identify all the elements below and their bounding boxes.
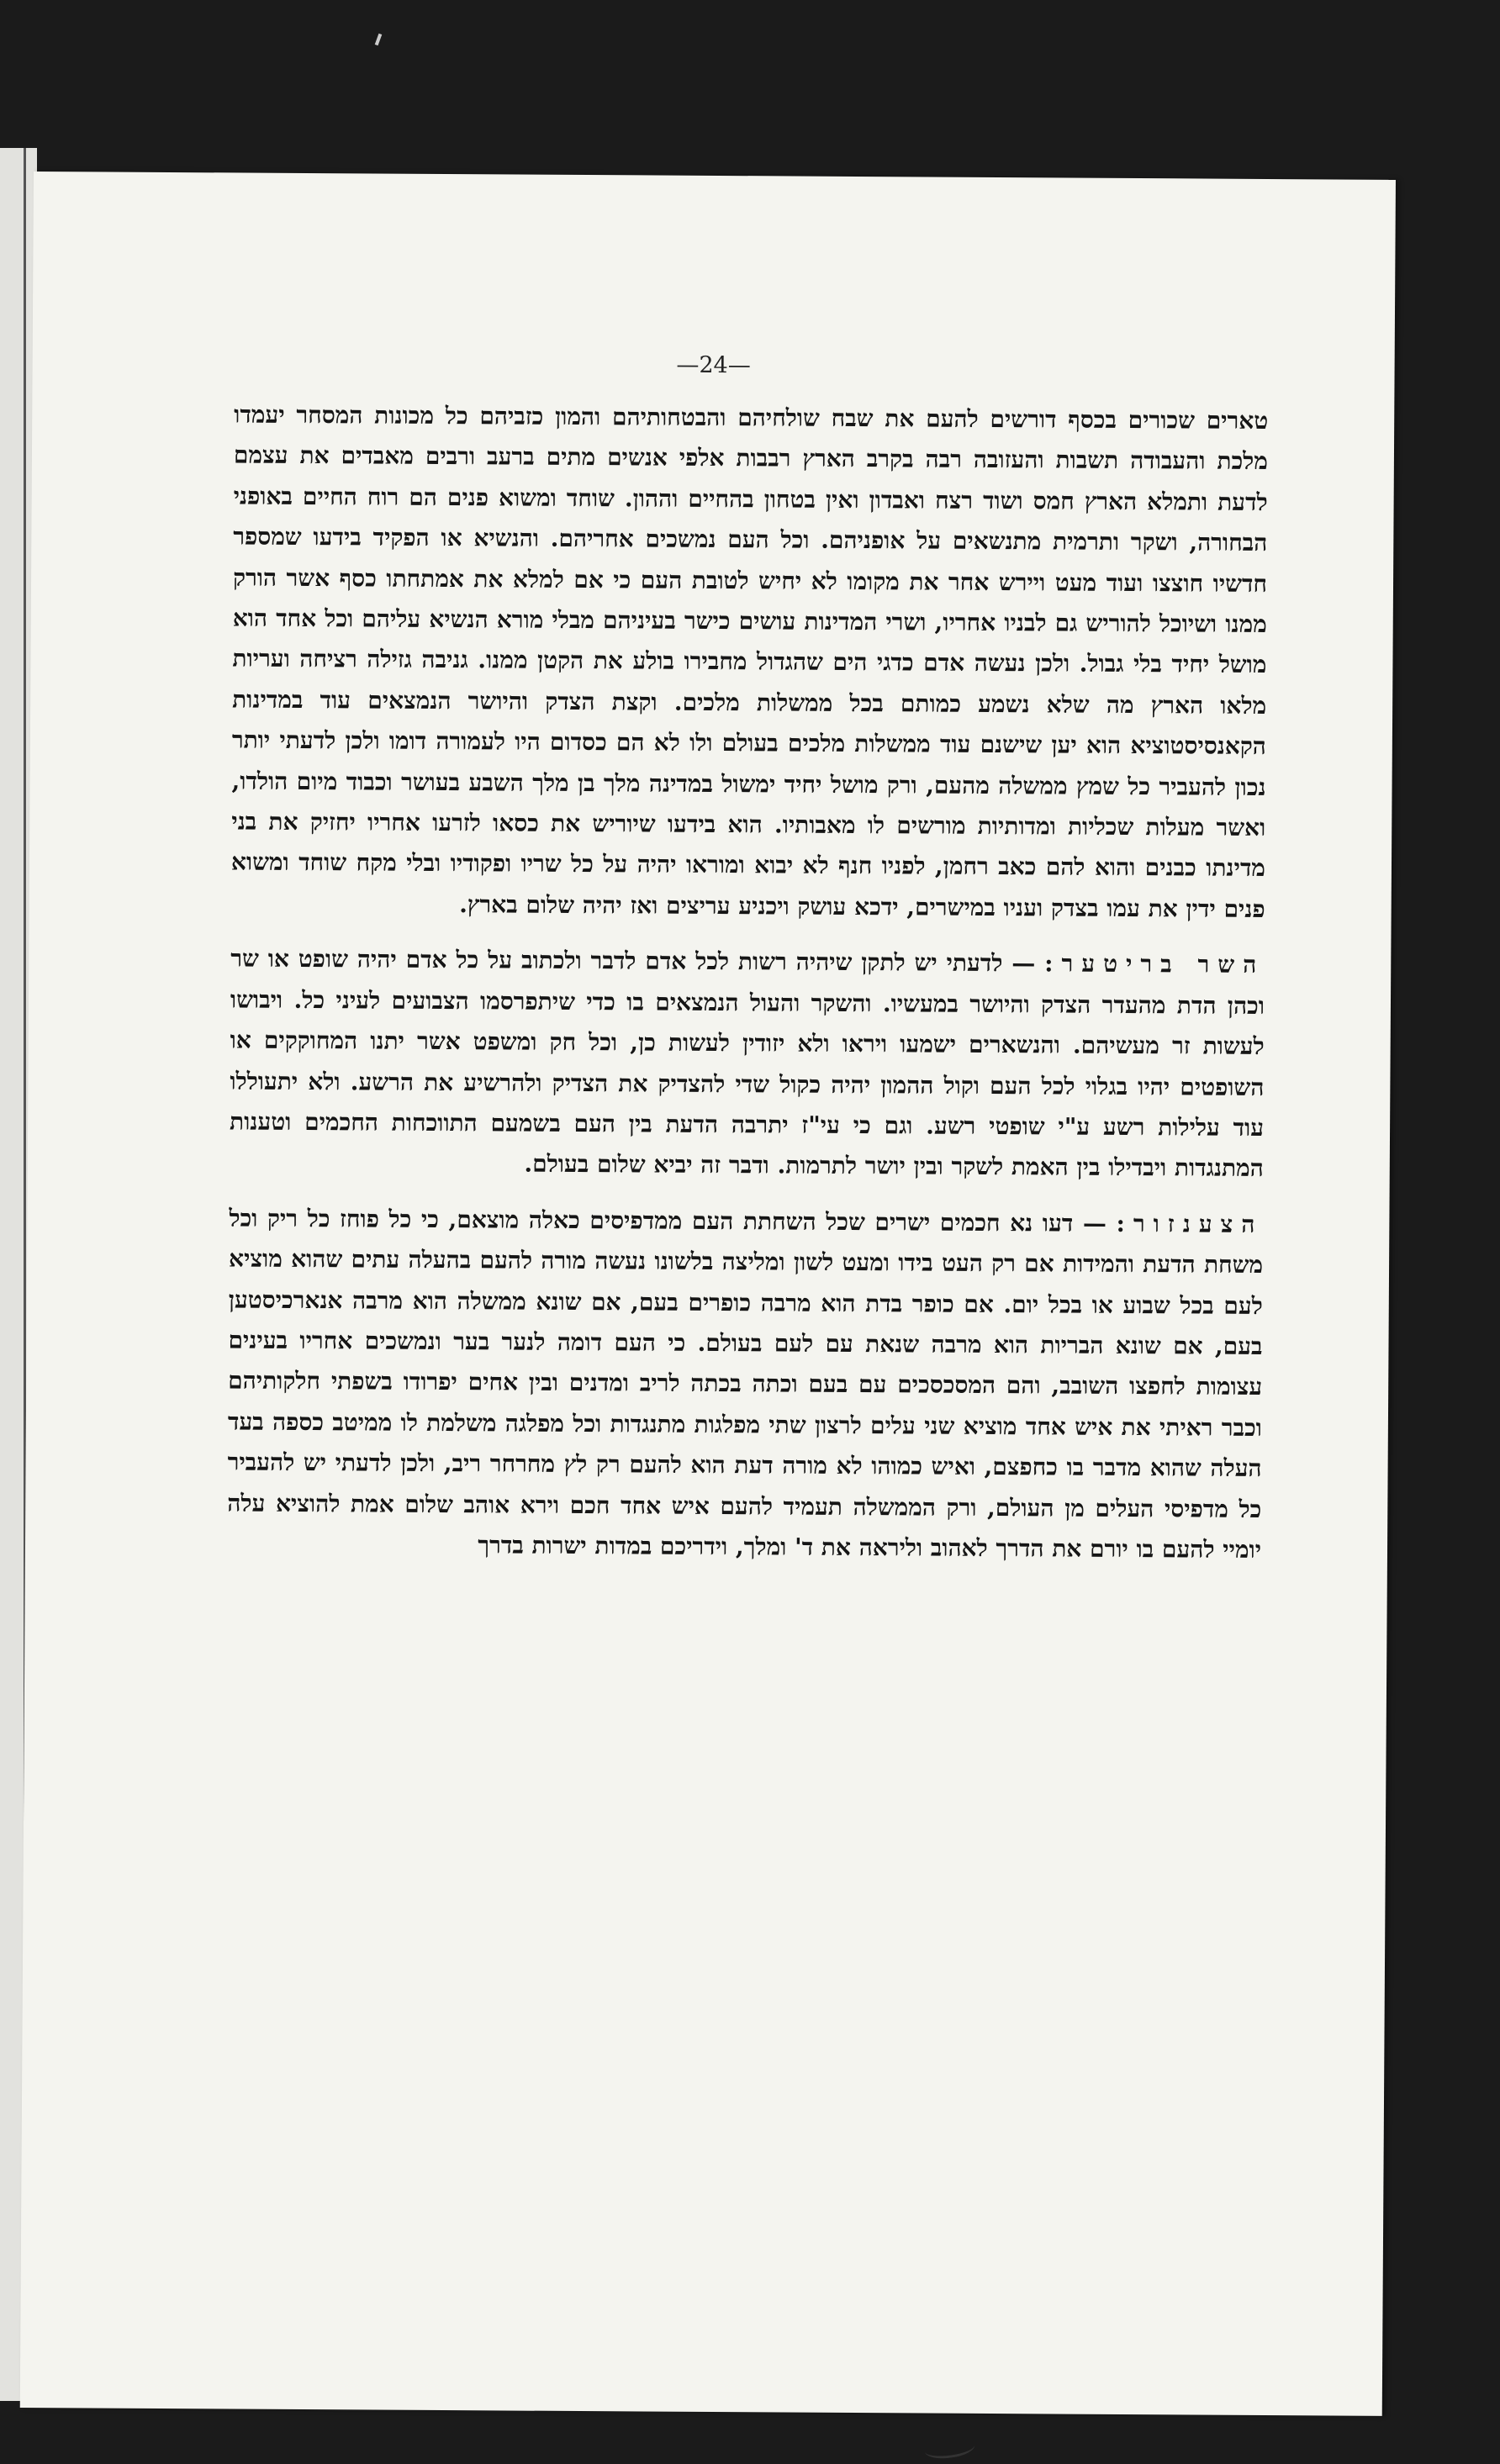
speaker-name-censor: הצענזור:: [1116, 1209, 1264, 1238]
paragraph-briter-text: — לדעתי יש לתקן שיהיה רשות לכל אדם לדבר ולכתוב על כל אדם יהיה שופט או שר וכהן הדת מהעדר הצדק והיושר במעשיו. והשקר והעול הנמצאים בו כדי שיתפרסמו הצבועים לעיני כל. ויבושו לעשות זר מעשיהם. והנשארים ישמעו ויראו ולא יזודין לעשות כן, וכל חק ומשפט אשר יתנו המחוקקים או השופטים יהיו בגלוי לכל העם וקול ההמון יהיה כקול שדי להצדיק את הצדיק ולהרשיע את הרשע. ולא יתעוללו עוד עלילות רשע ע"י שופטי רשע. וגם כי עי"ז יתרבה הדעת בין העם בשמעם התווכחות החכמים וטענות המתנגדות ויבדילו בין האמת לשקר ובין יושר לתרמות. ודבר זה יביא שלום בעולם.: [230, 944, 1265, 1183]
paragraph-censor: [227, 1198, 1264, 1570]
book-page: [20, 171, 1396, 2416]
paragraph-intro-text: טארים שכורים בכסף דורשים להעם את שבח שולחיהם והבטחותיהם והמון כזביהם כל מכונות המסחר יעמדו מלכת והעבודה תשבות והעזובה רבה בקרב הארץ רבבות אלפי אנשים מתים ברעב ורבים מאבדים את עצמם לדעת ותמלא הארץ חמס ושוד רצח ואבדון ואין בטחון בהחיים וההון. שוחד ומשוא פנים הם רוח החיים באופני הבחורה, ושקר ותרמית מתנשאים על אופניהם. וכל העם נמשכים אחריהם. והנשיא או הפקיד בידעו שמספר חדשיו חוצצו ועוד מעט ויירש אחר את מקומו לא יחיש לטובת העם כי אם למלא את אמתחתו כסף אשר הורק ממנו ושיוכל להוריש גם לבניו אחריו, ושרי המדינות עושים כישר בעיניהם מבלי מורא הנשיא עליהם וכל אחד הוא מושל יחיד בלי גבול. ולכן נעשה אדם כדגי הים שהגדול מחבירו בולע את הקטן ממנו. גניבה גזילה רציחה ועריות מלאו הארץ מה שלא נשמע כמותם בכל ממשלות מלכים. וקצת הצדק והיושר הנמצאים עוד במדינות הקאנסיסטוציא הוא יען שישנם עוד ממשלות מלכים בעולם ולו לא הם כסדום היו לעמורה דומו ולכן לדעתי יותר נכון להעביר כל שמץ ממשלה מהעם, ורק מושל יחיד ימשול במדינה מלך בן מלך השבע בעושר וכבוד מיום הולדו, ואשר מעלות שכליות ומדותיות מורשים לו מאבותיו. הוא בידעו שיוריש את כסאו לזרעו אחריו יחזיק את בני מדינתו כבנים והוא להם כאב רחמן, לפניו חנף לא יבוא ומוראו יהיה על כל שריו ופקודיו ובלי מקח שוחד ומשוא פנים ידין את עמו בצדק ועניו במישרים, ידכא עושק ויכניע עריצים ואז יהיה שלום בארץ.: [230, 400, 1269, 923]
scan-mark: [375, 34, 383, 46]
speaker-name-briter: השר בריטער:: [1044, 949, 1265, 979]
page-number: —24—: [676, 351, 751, 379]
page-body-text: [227, 394, 1268, 1570]
ink-smudge: [923, 2435, 976, 2461]
paragraph-intro: [231, 394, 1269, 930]
paragraph-censor-text: — דעו נא חכמים ישרים שכל השחתת העם ממדפיסים כאלה מוצאם, כי כל פוחז כל ריק וכל משחת הדעת והמידות אם רק העט בידו ומעט לשון ומליצה בלשונו נעשה מורה להעם בהעלה עתים שהוא מוציא לעם בכל שבוע או בכל יום. אם כופר בדת הוא מרבה כופרים בעם, אם שונא ממשלה הוא מרבה אנארכיסטען בעם, אם שונא הבריות הוא מרבה שנאת עם לעם בעולם. כי העם דומה לנער בער ונמשכים אחריו בעינים עצומות לחפצו השובב, והם המסכסכים עם בעם וכתה בכתה לריב ומדנים ובין אחים יפרודו בשפתי חלקותיהם וכבר ראיתי את איש אחד מוציא שני עלים לרצון שתי מפלגות מתנגדות וכל מפלגה משלמת לו ממיטב כספה בעד העלה שהוא מדבר בו כחפצם, ואיש כמוהו לא מורה דעת הוא להעם רק לץ מחרחר ריב, ולכן לדעתי יש להעביר כל מדפיסי העלים מן העולם, ורק הממשלה תעמיד להעם איש אחד חכם וירא אוהב שלום אמת להוציא עלה יומיי להעם בו יורם את הדרך לאהוב וליראה את ד' ומלך, וידריכם במדות ישרות בדרך: [227, 1204, 1264, 1564]
paragraph-briter: [230, 939, 1265, 1190]
